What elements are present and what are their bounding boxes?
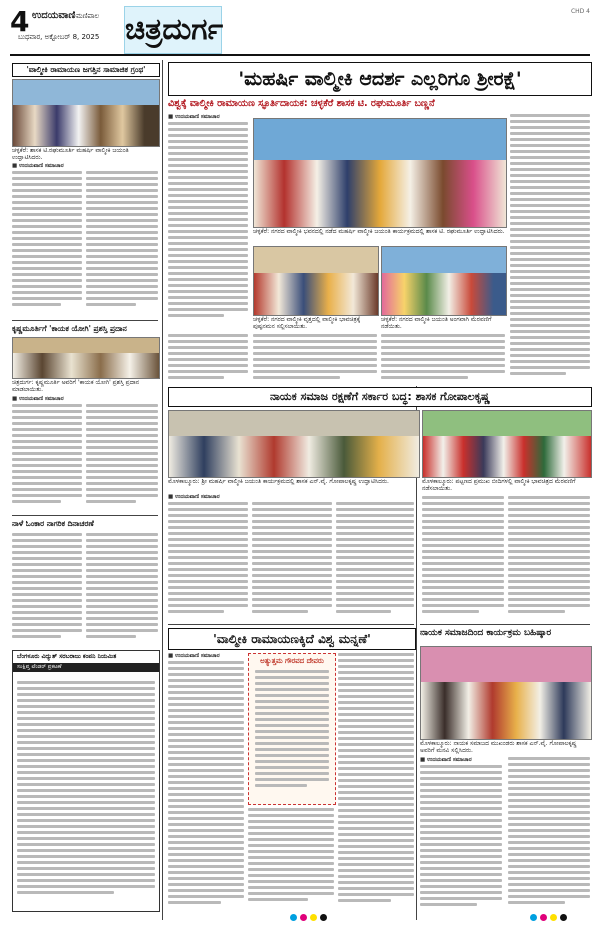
story2-body — [12, 404, 82, 512]
story1-caption: ಚಳ್ಳಕೆರೆ: ಶಾಸಕ ಟಿ.ರಘುಮೂರ್ತಿ ಮಹರ್ಷಿ ವಾಲ್ಮೀಕಿ ಜಯಂತಿ ಉದ್ಘಾಟಿಸಿದರು. — [12, 147, 129, 161]
story1-body — [12, 171, 82, 317]
bottom-right-photo — [420, 646, 592, 740]
section-rule — [12, 515, 158, 516]
section-rule — [420, 624, 590, 625]
lead-body — [168, 122, 248, 327]
masthead-rule — [10, 54, 590, 56]
story2-caption: ಚಿತ್ರದುರ್ಗ: ಕೃಷ್ಣಮೂರ್ತಿ ಅವರಿಗೆ 'ಕಾಯಕ ಯೋಗಿ' ಪ್ರಶಸ್ತಿ ಪ್ರದಾನ ಮಾಡಲಾಯಿತು. — [12, 379, 140, 393]
page-id: CHD 4 — [570, 8, 590, 15]
edition: ಮಣಿಪಾಲ — [76, 12, 100, 20]
lead-body — [253, 334, 377, 382]
nayaka-body — [252, 502, 332, 620]
section-title: ಚಿತ್ರದುರ್ಗ — [124, 6, 222, 54]
nayaka-photo-left — [168, 410, 420, 478]
print-registration-marks — [530, 914, 567, 921]
bottom-right-body — [508, 757, 590, 911]
vishwa-headline: 'ವಾಲ್ಮೀಕಿ ರಾಮಾಯಣಕ್ಕಿದೆ ವಿಶ್ವ ಮನ್ನಣೆ' — [168, 628, 416, 650]
story2-photo — [12, 337, 160, 379]
lead-body — [168, 334, 248, 382]
page-number: 4 — [10, 5, 30, 38]
story3-body — [86, 533, 158, 645]
nayaka-body — [336, 502, 414, 620]
bottom-right-caption: ಮೊಳಕಾಲ್ಮೂರು: ನಾಯಕ ಸಮಾಜದ ಮುಖಂಡರು ಶಾಸಕ ಎನ್.ವೈ. ಗೋಪಾಲಕೃಷ್ಣ ಅವರಿಗೆ ಮನವಿ ಸಲ್ಲಿಸಿದರು. — [420, 740, 577, 754]
bottom-right-headline: ನಾಯಕ ಸಮಾಜದಿಂದ ಕಾರ್ಯಕ್ರಮ ಬಹಿಷ್ಕಾರ — [420, 628, 552, 638]
lead-photo-left — [253, 246, 379, 316]
lead-headline: 'ಮಹರ್ಷಿ ವಾಲ್ಮೀಕಿ ಆದರ್ಶ ಎಲ್ಲರಿಗೂ ಶ್ರೀರಕ್ಷೆ' — [168, 62, 592, 96]
print-registration-marks — [290, 914, 327, 921]
lead-body — [381, 334, 505, 382]
nayaka-body — [508, 496, 590, 620]
story1-headline: 'ವಾಲ್ಮೀಕಿ ರಾಮಾಯಣ ಜಗತ್ತಿನ ಸಾಮಾಜಿಕ ಗ್ರಂಥ' — [12, 63, 160, 77]
vishwa-byline: ■ ಉದಯವಾಣಿ ಸಮಾಚಾರ — [168, 653, 220, 659]
bottom-right-byline: ■ ಉದಯವಾಣಿ ಸಮಾಚಾರ — [420, 757, 472, 763]
story2-headline: ಕೃಷ್ಣಮೂರ್ತಿಗೆ 'ಕಾಯಕ ಯೋಗಿ' ಪ್ರಶಸ್ತಿ ಪ್ರದಾನ — [12, 324, 127, 333]
ad-title: ಬೆಂಗಳೂರು ವಿದ್ಯುತ್ ಸರಬರಾಜು ಕಂಪನಿ ನಿಯಮಿತ — [17, 653, 117, 660]
vishwa-sidebar-box — [248, 653, 336, 805]
vishwa-body — [338, 653, 414, 911]
nayaka-caption-left: ಮೊಳಕಾಲ್ಮೂರು: ಶ್ರೀ ಮಹರ್ಷಿ ವಾಲ್ಮೀಕಿ ಜಯಂತಿ ಕಾರ್ಯಕ್ರಮದಲ್ಲಿ ಶಾಸಕ ಎನ್.ವೈ. ಗೋಪಾಲಕೃಷ್ಣ ಉದ್ಘಾಟಿಸಿದರು. — [168, 478, 389, 485]
nayaka-headline: ನಾಯಕ ಸಮಾಜ ರಕ್ಷಣೆಗೆ ಸರ್ಕಾರ ಬದ್ಧ: ಶಾಸಕ ಗೋಪಾಲಕೃಷ್ಣ — [168, 387, 592, 407]
lead-photo-main — [253, 118, 507, 228]
lead-byline: ■ ಉದಯವಾಣಿ ಸಮಾಚಾರ — [168, 114, 220, 120]
story3-headline: ನಾಳೆ ಓಂಕಾರ ನಾಗರಿಕ ದಿನಾಚರಣೆ — [12, 519, 94, 528]
nayaka-body — [422, 496, 504, 620]
lead-body — [510, 114, 590, 386]
lead-subhead: ವಿಶ್ವಕ್ಕೆ ವಾಲ್ಮೀಕಿ ರಾಮಾಯಣ ಸ್ಫೂರ್ತಿದಾಯಕ: ಚಳ್ಳಕೆರೆ ಶಾಸಕ ಟಿ. ರಘುಮೂರ್ತಿ ಬಣ್ಣನೆ — [168, 98, 435, 109]
vishwa-body — [168, 661, 244, 911]
sidebar-box-title: ಅತ್ಯುತ್ತಮ ಗೌರವದ ದೇವರು — [260, 657, 324, 665]
vishwa-body — [248, 808, 334, 912]
column-divider — [162, 60, 163, 920]
bottom-right-body — [420, 765, 502, 911]
story1-byline: ■ ಉದಯವಾಣಿ ಸಮಾಚಾರ — [12, 163, 64, 169]
paper-name: ಉದಯವಾಣಿ — [32, 10, 76, 21]
issue-date: ಬುಧವಾರ, ಅಕ್ಟೋಬರ್ 8, 2025 — [18, 33, 100, 41]
tender-ad — [12, 650, 160, 912]
sidebar-box-body — [255, 670, 329, 800]
nayaka-byline: ■ ಉದಯವಾಣಿ ಸಮಾಚಾರ — [168, 494, 220, 500]
lead-caption-left: ಚಳ್ಳಕೆರೆ: ನಗರದ ವಾಲ್ಮೀಕಿ ವೃತ್ತದಲ್ಲಿ ವಾಲ್ಮೀಕಿ ಭಾವಚಿತ್ರಕ್ಕೆ ಪುಷ್ಪನಮನ ಸಲ್ಲಿಸಲಾಯಿತು. — [253, 316, 361, 330]
nayaka-photo-right — [422, 410, 592, 478]
story1-body — [86, 171, 158, 317]
ad-body — [17, 681, 155, 906]
nayaka-body — [168, 502, 248, 620]
story1-photo — [12, 79, 160, 147]
story3-body — [12, 533, 82, 645]
section-rule — [12, 320, 158, 321]
section-rule — [168, 624, 414, 625]
ad-subtitle: ಸಂಕ್ಷಿಪ್ತ ಟೆಂಡರ್ ಪ್ರಕಟಣೆ — [13, 663, 159, 672]
story2-body — [86, 404, 158, 512]
lead-photo-right — [381, 246, 507, 316]
lead-caption-main: ಚಳ್ಳಕೆರೆ: ನಗರದ ವಾಲ್ಮೀಕಿ ಭವನದಲ್ಲಿ ನಡೆದ ಮಹರ್ಷಿ ವಾಲ್ಮೀಕಿ ಜಯಂತಿ ಕಾರ್ಯಕ್ರಮದಲ್ಲಿ ಶಾಸಕ ಟಿ. ರಘುಮೂರ್ತಿ ಉದ್ಘಾಟಿಸಿದರು. — [253, 228, 505, 235]
lead-caption-right: ಚಳ್ಳಕೆರೆ: ನಗರದ ವಾಲ್ಮೀಕಿ ಜಯಂತಿ ಅಂಗವಾಗಿ ಮೆರವಣಿಗೆ ನಡೆಯಿತು. — [381, 316, 492, 330]
story2-byline: ■ ಉದಯವಾಣಿ ಸಮಾಚಾರ — [12, 396, 64, 402]
nayaka-caption-right: ಮೊಳಕಾಲ್ಮೂರು: ಪಟ್ಟಣದ ಪ್ರಮುಖ ಬೀದಿಗಳಲ್ಲಿ ವಾಲ್ಮೀಕಿ ಭಾವಚಿತ್ರದ ಮೆರವಣಿಗೆ ನಡೆಸಲಾಯಿತು. — [422, 478, 576, 492]
